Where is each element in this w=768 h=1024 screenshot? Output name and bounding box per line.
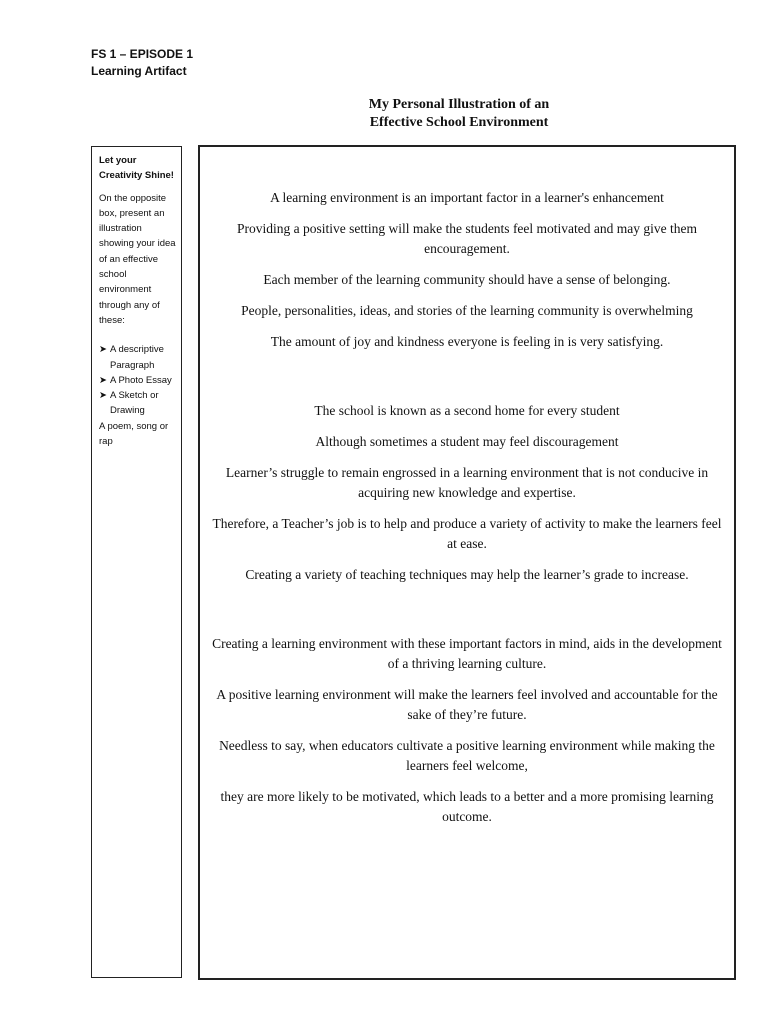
- essay-paragraph: Providing a positive setting will make the students feel motivated and may give them encouragement.: [236, 221, 698, 256]
- option-item: [99, 342, 179, 373]
- extra-option: A poem, song or rap: [99, 420, 169, 448]
- arrow-bullet-icon: ➤: [99, 390, 107, 402]
- title-line-2: Effective School Environment: [369, 115, 549, 130]
- essay-paragraph: Creating a learning environment with these important factors in mind, aids in the development of a thriving learning culture.: [212, 636, 722, 671]
- essay-paragraph: Therefore, a Teacher’s job is to help and produce a variety of activity to make the learners feel at ease.: [212, 516, 722, 551]
- arrow-bullet-icon: ➤: [99, 374, 107, 386]
- essay-paragraph: Learner’s struggle to remain engrossed in a learning environment that is not conducive in acquiring new knowledge and expertise.: [225, 465, 709, 500]
- essay-paragraph: they are more likely to be motivated, which leads to a better and a more promising learning outcome.: [220, 789, 714, 824]
- essay-paragraph: A learning environment is an important factor in a learner's enhancement: [270, 190, 664, 205]
- illustration-box: [198, 145, 736, 980]
- essay-paragraph: Each member of the learning community should have a sense of belonging.: [263, 272, 671, 287]
- instructions-box: [91, 146, 182, 978]
- essay-paragraph: Creating a variety of teaching techniques may help the learner’s grade to increase.: [245, 567, 689, 582]
- option-item: [99, 373, 179, 388]
- instructions-heading: Let your Creativity Shine!: [99, 155, 174, 182]
- option-label: A Photo Essay: [110, 374, 172, 386]
- essay-paragraph: A positive learning environment will make the learners feel involved and accountable for the sake of they’re future.: [216, 687, 718, 722]
- page-title: [300, 96, 618, 132]
- instructions-text: On the opposite box, present an illustration showing your idea of an effective school environment through any of these:: [99, 192, 176, 326]
- essay-paragraph: The amount of joy and kindness everyone is feeling in is very satisfying.: [270, 334, 664, 349]
- paragraph-spacer: [206, 596, 728, 634]
- essay-paragraph: The school is known as a second home for every student: [314, 403, 620, 418]
- essay-paragraph: Needless to say, when educators cultivate a positive learning environment while making the learners feel welcome,: [219, 738, 715, 773]
- artifact-label: Learning Artifact: [91, 64, 187, 78]
- essay-paragraph: Although sometimes a student may feel discouragement: [315, 434, 619, 449]
- essay-paragraph: People, personalities, ideas, and stories of the learning community is overwhelming: [241, 303, 693, 318]
- paragraph-spacer: [206, 363, 728, 401]
- title-line-1: My Personal Illustration of an: [368, 97, 550, 112]
- option-label: A descriptive Paragraph: [110, 344, 164, 371]
- document-header: [91, 46, 193, 80]
- options-list: [99, 342, 179, 418]
- option-label: A Sketch or Drawing: [110, 390, 159, 417]
- episode-label: FS 1 – EPISODE 1: [91, 47, 194, 61]
- option-item: [99, 388, 179, 419]
- arrow-bullet-icon: ➤: [99, 344, 107, 356]
